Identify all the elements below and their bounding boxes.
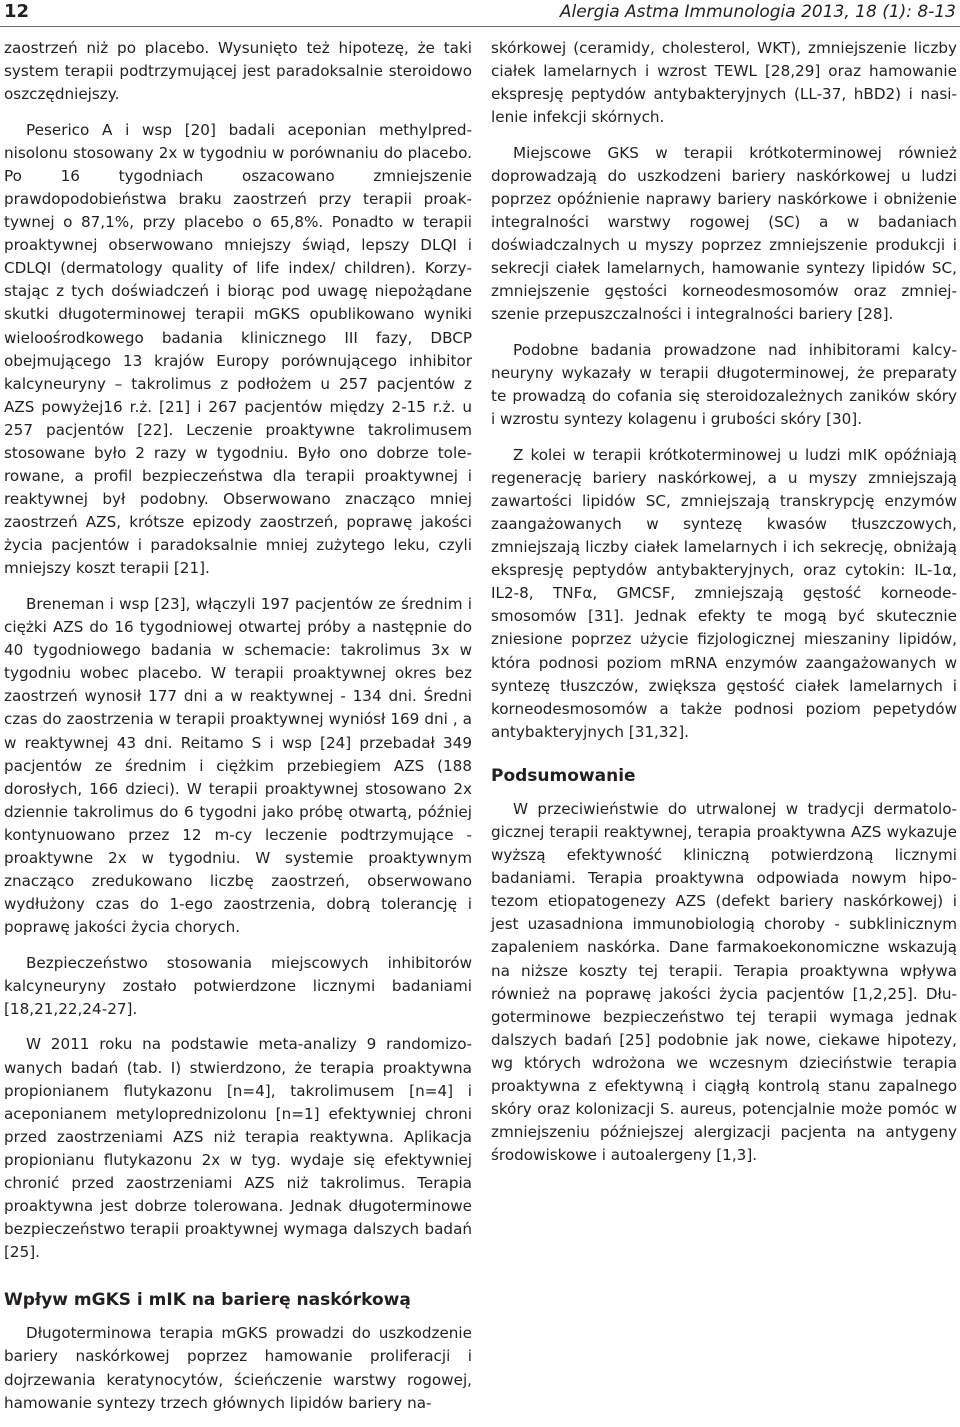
left-column: [4, 37, 472, 1427]
paragraph: Bezpieczeństwo stosowania miejscowych inhibitorów kalcyneuryny zostało potwierdzone licznymi badaniami [18,21,22,24-27].: [4, 953, 472, 1018]
paragraph: skórkowej (ceramidy, cholesterol, WKT), zmniejszenie liczby ciałek lamelarnych i wzrost TEWL [28,29] oraz hamowanie ekspresję peptydów antybakteryjnych (LL-37, hBD2) i nasilenie infekcji skórnych.: [491, 39, 957, 127]
paragraph: Peserico A i wsp [20] badali aceponian methylprednisolonu stosowany 2x w tygodniu w porównaniu do placebo. Po 16 tygodniach oszacowano zmniejszenie prawdopodobieństwa braku zaostrzeń przy terapii proaktywnej o 87,1%, przy placebo o 65,8%. Ponadto w terapii proaktywnej obserwowano mniejszy świąd, lepszy DLQI i CDLQI (dermatology quality of life index/ children). Korzystając z tych doświadczeń i biorąc pod uwagę niepożądane skutki długoterminowej terapii mGKS opublikowano wyniki wieloośrodkowego badania klinicznego III fazy, DBCP obejmującego 13 krajów Europy porównującego inhibitor kalcyneuryny – takrolimus z podłożem u 257 pacjentów z AZS powyżej16 r.ż. [21] i 267 pacjentów między 2-15 r.ż. u 257 pacjentów [22]. Leczenie proaktywne takrolimusem stosowane było 2 razy w tygodniu. Było ono dobrze tolerowane, a profil bezpieczeństwa dla terapii proaktywnej i reaktywnej był podobny. Obserwowano znacząco mniej zaostrzeń AZS, krótsze epizody zaostrzeń, poprawę jakości życia pacjentów i paradoksalnie mniej zużytego leku, czyli mniejszy koszt terapii [21].: [4, 120, 472, 578]
section-heading: Wpływ mGKS i mIK na barierę naskórkową: [4, 1290, 411, 1311]
paragraph: Długoterminowa terapia mGKS prowadzi do uszkodzenie bariery naskórkowej poprzez hamowanie proliferacji i dojrzewania keratynocytów, ścieńczenie warstwy rogowej, hamowanie syntezy trzech głównych lipidów bariery na-: [4, 1324, 472, 1412]
journal-citation: Alergia Astma Immunologia 2013, 18 (1): 8-13: [559, 2, 956, 22]
page-number: 12: [4, 1, 30, 22]
paragraph: Miejscowe GKS w terapii krótkoterminowej również doprowadzają do uszkodzeni bariery naskórkowej u ludzi poprzez opóźnienie naprawy bariery naskórkowe i obniżenie integralności warstwy rogowej (SC) a w badaniach doświadczalnych u myszy poprzez zmniejszenie produkcji i sekrecji ciałek lamelarnych, hamowanie syntezy lipidów SC, zmniejszenie gęstości korneodesmosomów oraz zmniejszenie przepuszczalności i integralności bariery [28].: [491, 143, 957, 324]
section-heading: Podsumowanie: [491, 765, 636, 786]
paragraph: Z kolei w terapii krótkoterminowej u ludzi mIK opóźniają regenerację bariery naskórkowej, a u myszy zmniejszają zawartości lipidów SC, zmniejszają transkrypcję enzymów zaangażowanych w syntezę kwasów tłuszczowych, zmniejszają liczby ciałek lamelarnych i ich sekrecję, obniżają ekspresję peptydów antybakteryjnych, oraz cytokin: IL-1α, IL2-8, TNFα, GMCSF, zmniejszają gęstość korneodesmosomów [31]. Jednak efekty te mogą być skutecznie zniesione poprzez użycie fizjologicznej mieszaniny lipidów, która podnosi poziom mRNA enzymów zaangażowanych w syntezę tłuszczów, zwiększa gęstość ciałek lamelarnych i korneodesmosomów a także podnosi poziom pepetydów antybakteryjnych [31,32].: [491, 445, 957, 741]
paragraph: zaostrzeń niż po placebo. Wysunięto też hipotezę, że taki system terapii podtrzymującej jest paradoksalnie steroidowo oszczędniejszy.: [4, 39, 472, 104]
paragraph: Breneman i wsp [23], włączyli 197 pacjentów ze średnim i ciężki AZS do 16 tygodniowej otwartej próby a następnie do 40 tygodniowego badania w schemacie: takrolimus 3x w tygodniu wobec placebo. W terapii proaktywnej okres bez zaostrzeń wynosił 177 dni a w reaktywnej - 134 dni. Średni czas do zaostrzenia w terapii proaktywnej wyniósł 169 dni , a w reaktywnej 43 dni. Reitamo S i wsp [24] przebadał 349 pacjentów ze średnim i ciężkim przebiegiem AZS (188 dorosłych, 166 dzieci). W terapii proaktywnej stosowano 2x dziennie takrolimus do 6 tygodni jako próbę otwartą, później kontynuowano przez 12 m-cy leczenie podtrzymujące - proaktywne 2x w tygodniu. W systemie proaktywnym znacząco zredukowano liczbę zaostrzeń, obserwowano wydłużony czas do 1-ego zaostrzenia, dobrą tolerancję i poprawę jakości życia chorych.: [4, 594, 472, 937]
page-header: [0, 0, 960, 27]
paragraph: Podobne badania prowadzone nad inhibitorami kalcyneuryny wykazały w terapii długoterminowej, że preparaty te prowadzą do cofania się steroidozależnych zaników skóry i wzrostu syntezy kolagenu i grubości skóry [30].: [491, 340, 957, 429]
right-column: [491, 37, 957, 1180]
paragraph: W przeciwieństwie do utrwalonej w tradycji dermatologicznej terapii reaktywnej, terapia proaktywna AZS wykazuje wyższą efektywność kliniczną potwierdzoną licznymi badaniami. Terapia proaktywna odpowiada nowym hipotezom etiopatogenezy AZS (defekt bariery naskórkowej) i jest uzasadniona immunobiologią choroby - subklinicznym zapaleniem naskórka. Dane farmakoekonomiczne wskazują na niższe koszty tej terapii. Terapia proaktywna wpływa również na poprawę jakości życia pacjentów [1,2,25]. Długoterminowe bezpieczeństwo tej terapii wymaga jednak dalszych badań [25] podobnie jak nowe, ciekawe hipotezy, wg których wdrożona we wczesnym dzieciństwie terapia proaktywna z efektywną i ciągłą kontrolą stanu zapalnego skóry oraz kolonizacji S. aureus, potencjalnie może pomóc w zmniejszeniu późniejszej alergizacji pacjenta na antygeny środowiskowe i autoalergeny [1,3].: [491, 799, 957, 1165]
paragraph: W 2011 roku na podstawie meta-analizy 9 randomizowanych badań (tab. I) stwierdzono, że terapia proaktywna propionianem flutykazonu [n=4], takrolimusem [n=4] i aceponianem metyloprednizolonu [n=1] efektywniej chroni przed zaostrzeniami AZS niż terapia reaktywna. Aplikacja propionianu flutykazonu 2x w tyg. wydaje się efektywniej chronić przed zaostrzeniami AZS niż takrolimus. Terapia proaktywna jest dobrze tolerowana. Jednak długoterminowe bezpieczeństwo terapii proaktywnej wymaga dalszych badań [25].: [4, 1035, 472, 1262]
